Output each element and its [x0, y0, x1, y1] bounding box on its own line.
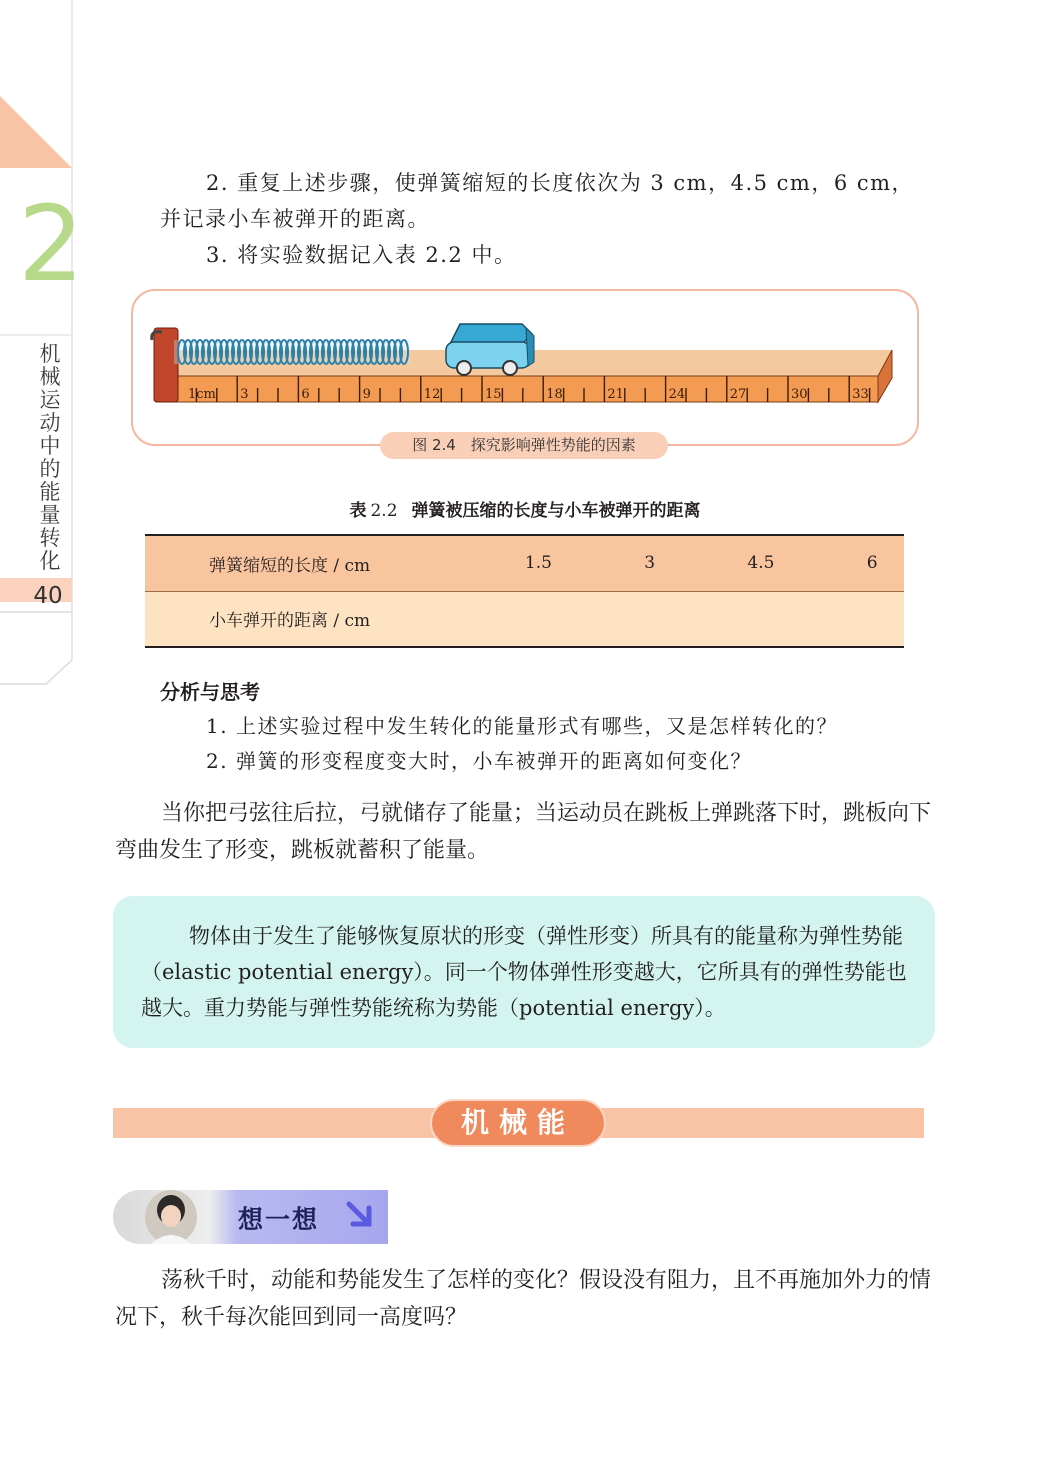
- ruler-label: 33: [852, 387, 869, 402]
- table-title-prefix: 表: [349, 501, 367, 521]
- table-cell: [618, 591, 682, 647]
- analysis-title: 分析与思考: [160, 680, 260, 704]
- ruler-label: 27: [729, 387, 747, 402]
- figure-caption: 图 2.4 探究影响弹性势能的因素: [380, 432, 668, 459]
- experiment-illustration: [140, 298, 900, 418]
- step-2-text: 2. 重复上述步骤，使弹簧缩短的长度依次为 3 cm，4.5 cm，6 cm，并记录小车被弹开的距离。: [160, 171, 915, 231]
- table-cell: [459, 591, 618, 647]
- ruler-label: 18: [546, 387, 563, 402]
- board-front: [156, 376, 878, 402]
- table-cell: 6: [866, 553, 878, 574]
- table-title: [145, 496, 905, 521]
- ruler-label: 6: [301, 387, 310, 402]
- think-paragraph: 荡秋千时，动能和势能发生了怎样的变化？假设没有阻力，且不再施加外力的情况下，秋千每次能回到同一高度吗？: [115, 1268, 932, 1330]
- ruler-label: 3: [240, 387, 249, 402]
- page-number: 40: [33, 583, 63, 609]
- table-cell: 4.5: [747, 553, 775, 574]
- table-cell: [840, 591, 904, 647]
- row2-header: 小车弹开的距离 / cm: [209, 611, 371, 632]
- ruler-label: 24: [668, 387, 686, 402]
- table-cell: 3: [644, 553, 656, 574]
- section-title: 机械能: [430, 1099, 606, 1147]
- step-3-text: 3. 将实验数据记入表 2.2 中。: [206, 243, 517, 267]
- toy-cart: [446, 324, 534, 375]
- question-1: 1. 上述实验过程中发生转化的能量形式有哪些，又是怎样转化的？: [206, 714, 838, 738]
- ruler-label: 1cm: [188, 387, 216, 402]
- bracket: [154, 328, 178, 402]
- ruler-label: 9: [362, 387, 371, 402]
- chapter-number: 2: [18, 183, 85, 305]
- question-2: 2. 弹簧的形变程度变大时，小车被弹开的距离如何变化？: [206, 749, 752, 773]
- think-label: 想一想: [238, 1205, 320, 1234]
- table-title-text: 弹簧被压缩的长度与小车被弹开的距离: [411, 501, 701, 521]
- table-row: [145, 591, 904, 647]
- prose-paragraph: 当你把弓弦往后拉，弓就储存了能量；当运动员在跳板上弹跳落下时，跳板向下弯曲发生了形变，跳板就蓄积了能量。: [115, 801, 932, 863]
- chapter-title: 机械运动中的能量转化: [39, 342, 61, 573]
- row1-header: 弹簧缩短的长度 / cm: [209, 555, 371, 576]
- data-table: [145, 534, 904, 648]
- table-cell: 1.5: [524, 553, 552, 574]
- ruler-label: 12: [423, 387, 441, 402]
- student-photo: [145, 1190, 197, 1244]
- ruler-label: 30: [791, 387, 808, 402]
- definition-text: 物体由于发生了能够恢复原状的形变（弹性形变）所具有的能量称为弹性势能（elastic potential energy）。同一个物体弹性形变越大，它所具有的弹性势能也越大。重力势能与弹性势能统称为势能（potential energy）。: [141, 924, 907, 1020]
- table-title-number: 2.2: [370, 501, 398, 521]
- table-row: [145, 535, 904, 591]
- ruler-label: 15: [485, 387, 502, 402]
- ruler-label: 21: [607, 387, 624, 402]
- table-cell: [681, 591, 840, 647]
